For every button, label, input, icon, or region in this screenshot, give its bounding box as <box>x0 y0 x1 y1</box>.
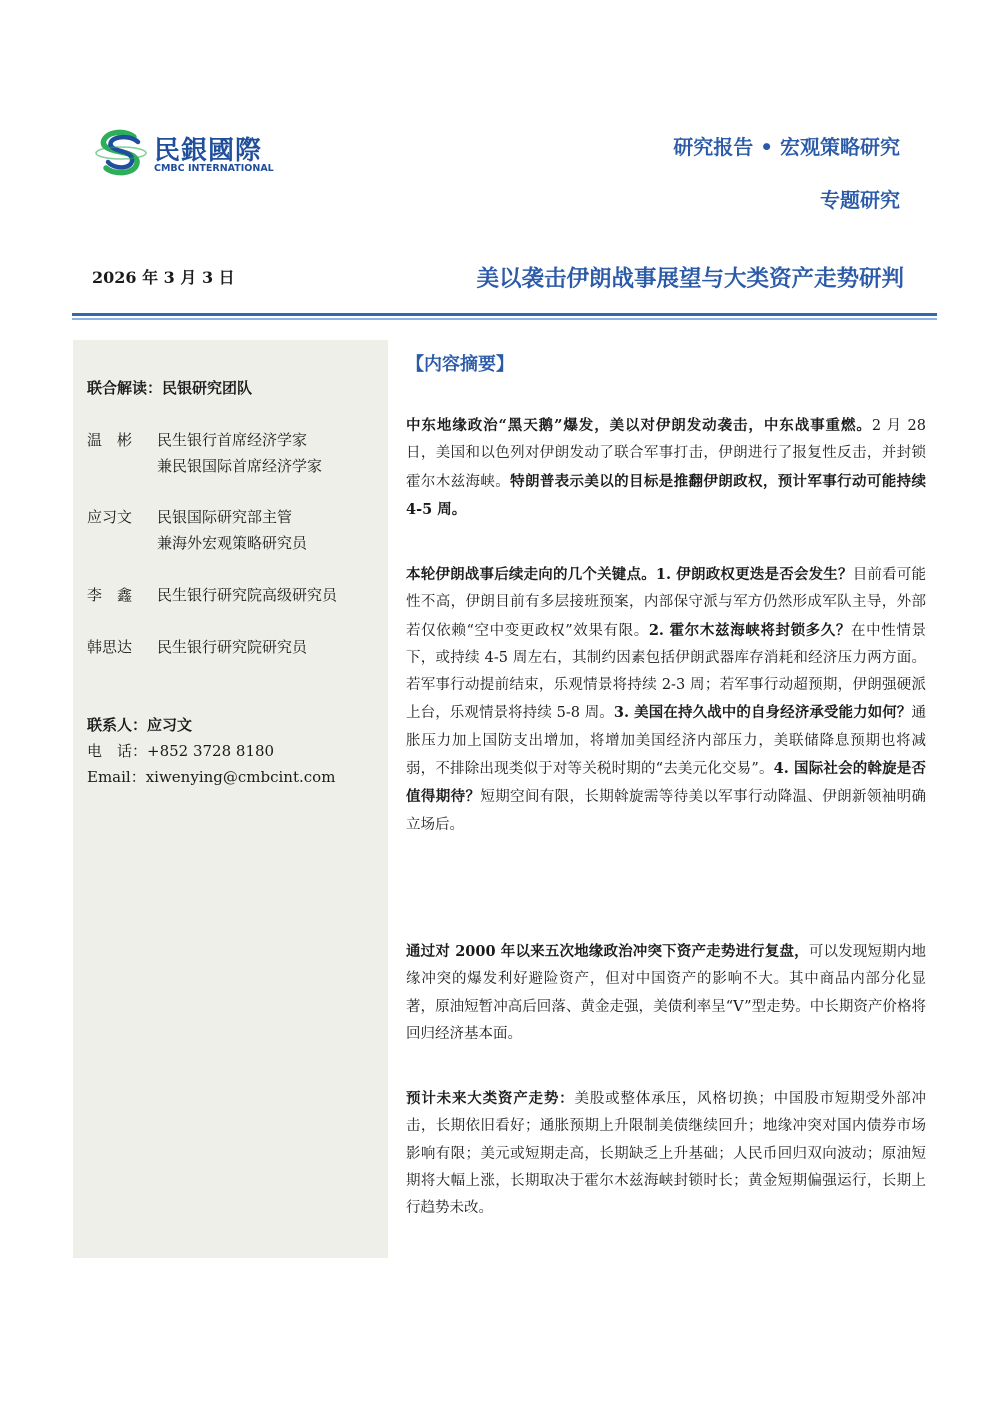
author-name: 李 鑫 <box>87 586 133 604</box>
author-role: 兼民银国际首席经济学家 <box>157 457 323 475</box>
author-role: 兼海外宏观策略研究员 <box>157 534 308 552</box>
author-name: 应习文 <box>87 508 133 526</box>
para-body: 在中性情景下，或持续 4-5 周左右，其制约因素包括伊朗武器库存消耗和经济压力两方面。若军事行动提前结束，乐观情景将持续 2-3 周；若军事行动超预期，伊朗强硬派上台，乐观情景将持续 5-8 周。 <box>406 622 927 722</box>
author-role: 民生银行首席经济学家 <box>157 431 308 449</box>
summary-paragraph <box>406 412 926 524</box>
document-title: 美以袭击伊朗战事展望与大类资产走势研判 <box>476 266 904 292</box>
para-question: 3. 美国在持久战中的自身经济承受能力如何？ <box>613 704 912 722</box>
report-date: 2026 年 3 月 3 日 <box>92 268 235 287</box>
author-name: 韩思达 <box>87 638 133 656</box>
summary-paragraph <box>406 938 926 1048</box>
para-body: 目前看可能性不高，伊朗目前有多层接班预案，内部保守派与军方仍然形成军队主导，外部若仅依赖“空中变更政权”效果有限。 <box>406 567 927 639</box>
para-lead: 中东地缘政治“黑天鹅”爆发，美以对伊朗发动袭击，中东战事重燃。 <box>406 417 872 434</box>
header-divider <box>72 313 937 316</box>
author-role: 民生银行研究院研究员 <box>157 638 308 656</box>
para-lead: 通过对 2000 年以来五次地缘政治冲突下资产走势进行复盘， <box>406 943 809 960</box>
report-subtype: 专题研究 <box>820 188 900 212</box>
contact-phone: 电 话：+852 3728 8180 <box>87 742 275 760</box>
summary-paragraph <box>406 1085 926 1222</box>
contact-label: 联系人：应习文 <box>87 716 193 734</box>
cmbc-logo-mark-icon <box>94 128 148 178</box>
para-lead: 预计未来大类资产走势： <box>406 1090 575 1107</box>
contact-email[interactable]: Email：xiwenying@cmbcint.com <box>87 768 336 786</box>
author-role: 民银国际研究部主管 <box>157 508 293 526</box>
header-divider-thin <box>72 318 937 320</box>
para-emphasis: 特朗普表示美以的目标是推翻伊朗政权，预计军事行动可能持续 4-5 周。 <box>406 472 927 518</box>
para-body: 可以发现短期内地缘冲突的爆发利好避险资产，但对中国资产的影响不大。其中商品内部分化显著，原油短暂冲高后回落、黄金走强，美债利率呈“V”型走势。中长期资产价格将回归经济基本面。 <box>406 944 927 1042</box>
logo-chinese-name: 民銀國際 <box>154 136 263 166</box>
summary-paragraph <box>406 561 926 839</box>
report-type: 研究报告 • 宏观策略研究 <box>673 135 900 159</box>
para-lead: 本轮伊朗战事后续走向的几个关键点。1. 伊朗政权更迭是否会发生？ <box>406 566 853 583</box>
author-role: 民生银行研究院高级研究员 <box>157 586 338 604</box>
summary-header: 【内容摘要】 <box>406 354 514 375</box>
author-sidebar <box>73 340 388 1258</box>
cmbc-logo <box>94 128 304 178</box>
author-name: 温 彬 <box>87 431 133 449</box>
para-body: 美股或整体承压，风格切换；中国股市短期受外部冲击，长期依旧看好；通胀预期上升限制美债继续回升；地缘冲突对国内债券市场影响有限；美元或短期走高，长期缺乏上升基础；人民币回归双向波动；原油短期将大幅上涨，长期取决于霍尔木兹海峡封锁时长；黄金短期偏强运行，长期上行趋势未改。 <box>406 1091 926 1217</box>
para-question: 2. 霍尔木兹海峡将封锁多久？ <box>648 621 852 639</box>
para-body: 2 月 28 日，美国和以色列对伊朗发动了联合军事打击，伊朗进行了报复性反击，并封锁霍尔木兹海峡。 <box>406 418 926 490</box>
para-question: 4. 国际社会的斡旋是否值得期待？ <box>406 760 926 806</box>
para-body: 短期空间有限，长期斡旋需等待美以军事行动降温、伊朗新领袖明确立场后。 <box>406 789 927 833</box>
logo-english-name: CMBC INTERNATIONAL <box>154 163 274 174</box>
team-label: 联合解读：民银研究团队 <box>87 379 253 397</box>
para-body: 通胀压力加上国防支出增加，将增加美国经济内部压力，美联储降息预期也将减弱，不排除出现类似于对等关税时期的“去美元化交易”。 <box>406 705 926 778</box>
